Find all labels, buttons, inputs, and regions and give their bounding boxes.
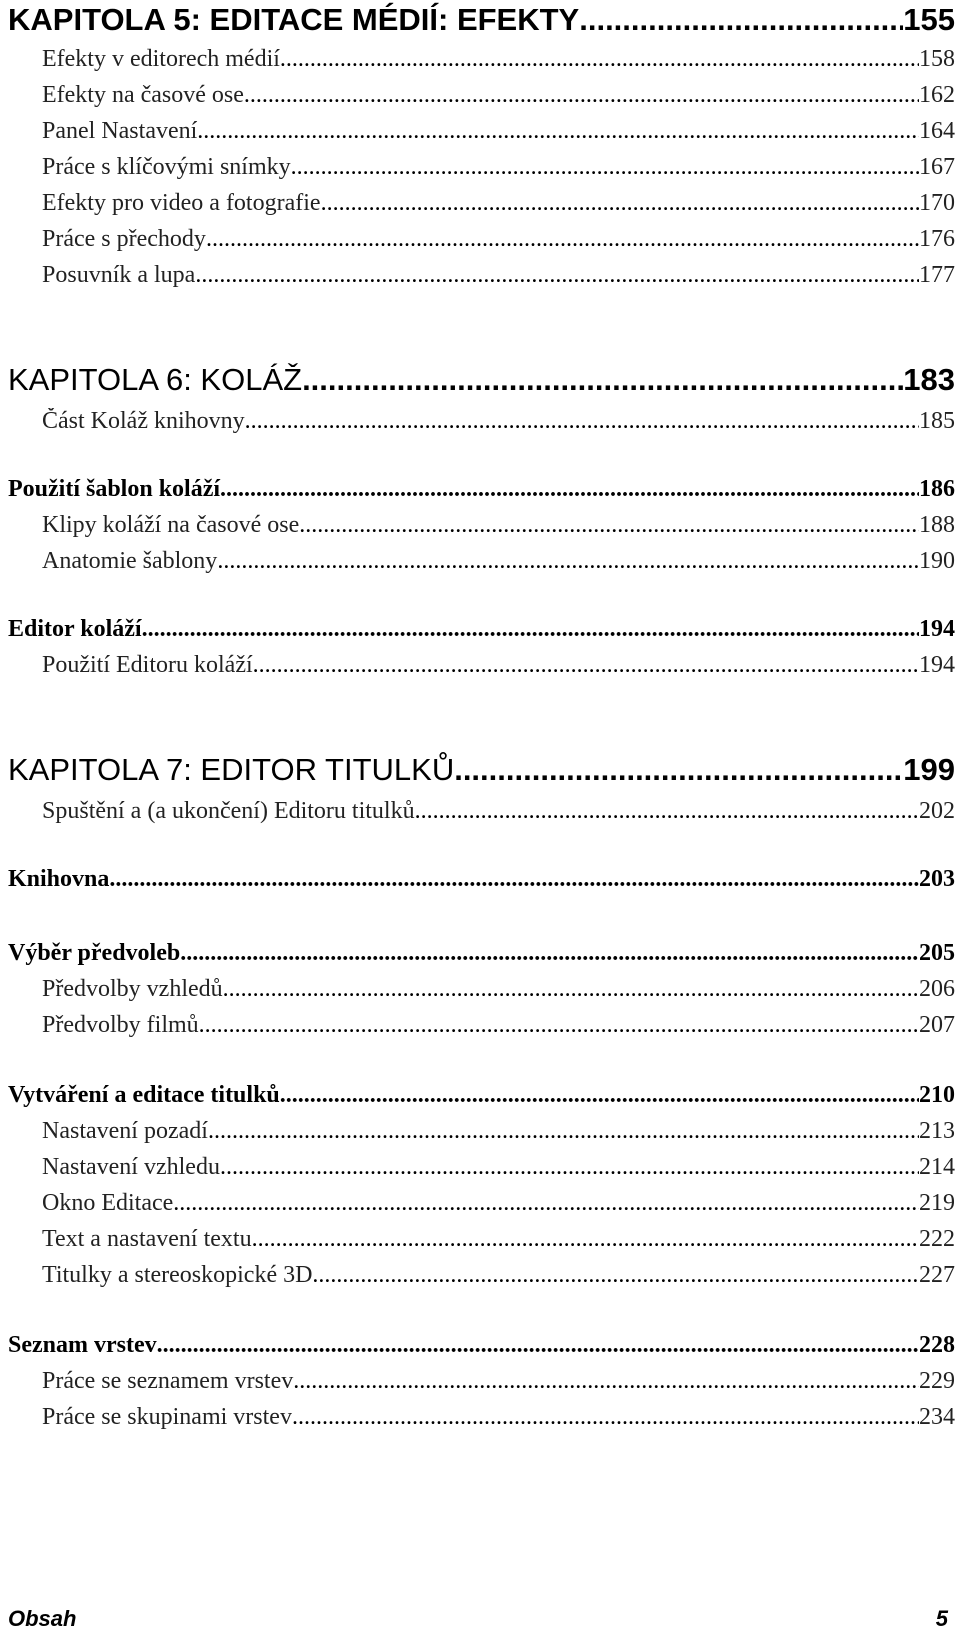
toc-chapter-6[interactable] (8, 362, 955, 398)
toc-leader (223, 976, 919, 1003)
toc-label: Posuvník a lupa (42, 262, 196, 288)
toc-page-number: 229 (919, 1368, 955, 1394)
toc-page-number: 185 (919, 408, 955, 434)
toc-page-number: 227 (919, 1262, 955, 1288)
toc-label: Anatomie šablony (42, 548, 218, 574)
toc-page-number: 234 (919, 1404, 955, 1430)
toc-label: Panel Nastavení (42, 118, 198, 144)
toc-leader (180, 940, 919, 967)
toc-leader (197, 118, 919, 145)
toc-label: Knihovna (8, 866, 110, 892)
toc-page-number: 155 (903, 2, 955, 37)
toc-section[interactable] (8, 940, 955, 967)
toc-label: Nastavení vzhledu (42, 1154, 220, 1180)
toc-entry[interactable] (42, 118, 955, 145)
toc-label: Práce se seznamem vrstev (42, 1368, 294, 1394)
toc-label: Editor koláží (8, 616, 142, 642)
toc-page-number: 203 (919, 866, 955, 892)
toc-label: Použití Editoru koláží (42, 652, 253, 678)
toc-label: Nastavení pozadí (42, 1118, 208, 1144)
toc-page-number: 194 (919, 616, 955, 642)
toc-entry[interactable] (42, 154, 955, 181)
toc-page-number: 207 (919, 1012, 955, 1038)
toc-label: KAPITOLA 6: KOLÁŽ (8, 362, 303, 397)
toc-leader (280, 46, 919, 73)
toc-entry[interactable] (42, 512, 955, 539)
toc-page-number: 162 (919, 82, 955, 108)
toc-label: Efekty pro video a fotografie (42, 190, 321, 216)
toc-page-number: 202 (919, 798, 955, 824)
toc-entry[interactable] (42, 976, 955, 1003)
toc-entry[interactable] (42, 548, 955, 575)
toc-label: Výběr předvoleb (8, 940, 181, 966)
toc-label: Práce se skupinami vrstev (42, 1404, 292, 1430)
toc-page-number: 176 (919, 226, 955, 252)
toc-label: Práce s klíčovými snímky (42, 154, 291, 180)
toc-page-number: 219 (919, 1190, 955, 1216)
toc-entry[interactable] (42, 262, 955, 289)
toc-leader (195, 262, 919, 289)
toc-leader (142, 616, 919, 643)
toc-chapter-5[interactable] (8, 2, 955, 38)
toc-page-number: 186 (919, 476, 955, 502)
toc-entry[interactable] (42, 1118, 955, 1145)
toc-page-number: 214 (919, 1154, 955, 1180)
toc-entry[interactable] (42, 1262, 955, 1289)
toc-page-number: 228 (919, 1332, 955, 1358)
toc-leader (292, 1404, 919, 1431)
toc-entry[interactable] (42, 1368, 955, 1395)
toc-entry[interactable] (42, 652, 955, 679)
toc-section[interactable] (8, 616, 955, 643)
toc-label: Efekty na časové ose (42, 82, 244, 108)
toc-page-number: 167 (919, 154, 955, 180)
toc-page-number: 205 (919, 940, 955, 966)
toc-page-number: 170 (919, 190, 955, 216)
toc-page-number: 213 (919, 1118, 955, 1144)
toc-entry[interactable] (42, 1404, 955, 1431)
toc-label: Předvolby filmů (42, 1012, 199, 1038)
toc-leader (454, 752, 903, 788)
toc-page-number: 164 (919, 118, 955, 144)
toc-label: Použití šablon koláží (8, 476, 221, 502)
toc-label: Práce s přechody (42, 226, 206, 252)
toc-leader (280, 1082, 919, 1109)
toc-entry[interactable] (42, 226, 955, 253)
toc-entry[interactable] (42, 408, 955, 435)
toc-page-number: 222 (919, 1226, 955, 1252)
toc-leader (220, 476, 919, 503)
toc-label: Efekty v editorech médií (42, 46, 280, 72)
toc-label: KAPITOLA 7: EDITOR TITULKŮ (8, 752, 455, 787)
toc-entry[interactable] (42, 82, 955, 109)
toc-leader (579, 2, 903, 38)
toc-label: Spuštění a (a ukončení) Editoru titulků (42, 798, 415, 824)
toc-leader (302, 362, 903, 398)
toc-page-number: 199 (903, 752, 955, 787)
toc-label: Předvolby vzhledů (42, 976, 223, 1002)
toc-leader (109, 866, 919, 893)
toc-leader (245, 408, 919, 435)
toc-leader (293, 1368, 919, 1395)
toc-leader (157, 1332, 919, 1359)
toc-leader (173, 1190, 919, 1217)
toc-leader (244, 82, 919, 109)
toc-leader (415, 798, 919, 825)
toc-leader (253, 652, 919, 679)
toc-page-number: 194 (919, 652, 955, 678)
toc-entry[interactable] (42, 1190, 955, 1217)
toc-section[interactable] (8, 1332, 955, 1359)
toc-leader (220, 1154, 919, 1181)
toc-chapter-7[interactable] (8, 752, 955, 788)
toc-leader (199, 1012, 919, 1039)
toc-label: Seznam vrstev (8, 1332, 157, 1358)
toc-label: Vytváření a editace titulků (8, 1082, 280, 1108)
toc-entry[interactable] (42, 1012, 955, 1039)
toc-page-number: 210 (919, 1082, 955, 1108)
toc-section[interactable] (8, 866, 955, 893)
toc-leader (217, 548, 919, 575)
toc-page-number: 188 (919, 512, 955, 538)
toc-page-number: 158 (919, 46, 955, 72)
toc-page-number: 183 (903, 362, 955, 397)
toc-label: Titulky a stereoskopické 3D (42, 1262, 313, 1288)
toc-section[interactable] (8, 1082, 955, 1109)
toc-leader (291, 154, 919, 181)
toc-label: Okno Editace (42, 1190, 174, 1216)
toc-label: KAPITOLA 5: EDITACE MÉDIÍ: EFEKTY (8, 2, 580, 37)
footer-page-number: 5 (935, 1606, 948, 1631)
toc-label: Klipy koláží na časové ose (42, 512, 300, 538)
toc-leader (312, 1262, 919, 1289)
footer-section-name: Obsah (8, 1606, 77, 1631)
toc-leader (208, 1118, 919, 1145)
toc-leader (206, 226, 919, 253)
toc-entry[interactable] (42, 798, 955, 825)
toc-leader (321, 190, 919, 217)
toc-leader (252, 1226, 919, 1253)
toc-entry[interactable] (42, 1226, 955, 1253)
toc-section[interactable] (8, 476, 955, 503)
toc-page-number: 190 (919, 548, 955, 574)
toc-entry[interactable] (42, 1154, 955, 1181)
toc-page-number: 206 (919, 976, 955, 1002)
toc-entry[interactable] (42, 46, 955, 73)
toc-label: Text a nastavení textu (42, 1226, 252, 1252)
toc-page-number: 177 (919, 262, 955, 288)
toc-entry[interactable] (42, 190, 955, 217)
toc-leader (299, 512, 919, 539)
toc-label: Část Koláž knihovny (42, 408, 245, 434)
